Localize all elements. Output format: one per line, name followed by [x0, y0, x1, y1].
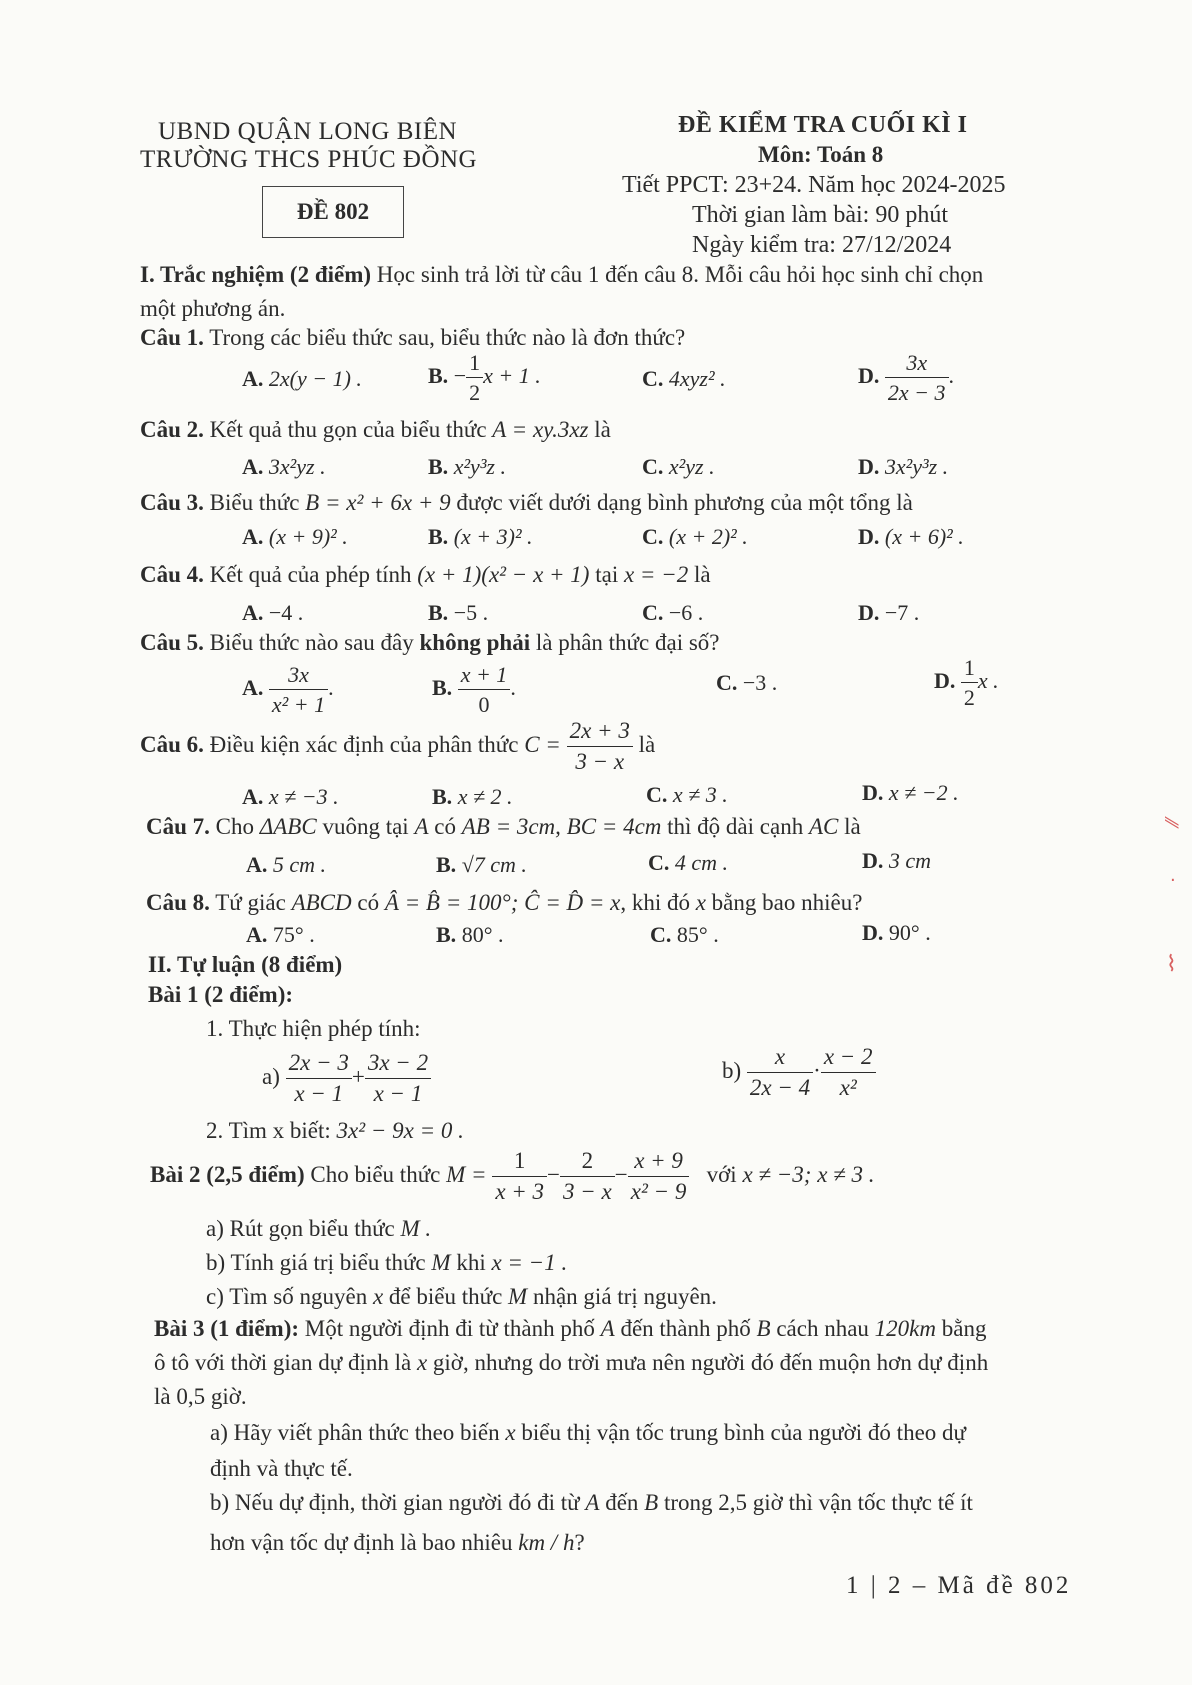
question-6: Câu 6. Điều kiện xác định của phân thức C = $\frac{2x + 3}{3 - x}$ là — [140, 718, 656, 775]
q8-option-b: B. 80° . — [436, 922, 504, 947]
q2-option-d: D. 3x²y³z . — [858, 454, 949, 479]
question-1: Câu 1. Trong các biểu thức sau, biểu thức nào là đơn thức? — [140, 325, 686, 350]
bai3-line-2: ô tô với thời gian dự định là x giờ, nhưng do trời mưa nên người đó đến muộn hơn dự định — [154, 1350, 989, 1375]
bai3-part-a-line-2: định và thực tế. — [210, 1456, 353, 1481]
part1-heading: I. Trắc nghiệm (2 điểm) — [140, 262, 372, 287]
stamp-fragment-icon: ⌇ — [1166, 952, 1177, 977]
q1-option-a: A. 2x(y − 1) . — [242, 366, 362, 391]
q3-option-c: C. (x + 2)² . — [642, 524, 748, 549]
exam-code-box: ĐỀ 802 — [262, 186, 404, 238]
bai3-line-3: là 0,5 giờ. — [154, 1384, 247, 1409]
bai2-part-b: b) Tính giá trị biểu thức M khi x = −1 . — [206, 1250, 568, 1275]
bai3-part-b-line-1: b) Nếu dự định, thời gian người đó đi từ A đến B trong 2,5 giờ thì vận tốc thực tế ít — [210, 1490, 973, 1515]
q7-option-a: A. 5 cm . — [246, 852, 327, 877]
question-8: Câu 8. Tứ giác ABCD có Â = B̂ = 100°; Ĉ = D̂ = x, khi đó x bằng bao nhiêu? — [146, 890, 863, 915]
subject: Môn: Toán 8 — [758, 142, 884, 167]
bai2-part-c: c) Tìm số nguyên x để biểu thức M nhận giá trị nguyên. — [206, 1284, 717, 1309]
question-4: Câu 4. Kết quả của phép tính (x + 1)(x² − x + 1) tại x = −2 là — [140, 562, 711, 587]
q8-option-c: C. 85° . — [650, 922, 719, 947]
q8-option-d: D. 90° . — [862, 920, 931, 945]
q7-option-d: D. 3 cm — [862, 848, 932, 873]
q6-option-a: A. x ≠ −3 . — [242, 784, 339, 809]
q1-option-b: B. − $\frac{1}{2}$ x + 1 . — [428, 350, 541, 406]
q5-option-d: D. $\frac{1}{2}$ x . — [934, 655, 999, 711]
question-7: Câu 7. Cho ΔABC vuông tại A có AB = 3cm, BC = 4cm thì độ dài cạnh AC là — [146, 814, 861, 839]
q5-option-a: A. $\frac{3x}{\text{x² + 1}}$ . — [242, 662, 334, 718]
q8-option-a: A. 75° . — [246, 922, 315, 947]
ppct-line: Tiết PPCT: 23+24. Năm học 2024-2025 — [622, 172, 1006, 198]
bai1-heading: Bài 1 (2 điểm): — [148, 982, 294, 1007]
bai1-item1: 1. Thực hiện phép tính: — [206, 1016, 421, 1041]
part1-intro-line2: một phương án. — [140, 296, 286, 321]
q6-option-c: C. x ≠ 3 . — [646, 782, 728, 807]
page-footer: 1 | 2 – Mã đề 802 — [846, 1572, 1072, 1599]
stamp-fragment-icon: · — [1170, 870, 1176, 891]
bai2-statement: Bài 2 (2,5 điểm) Cho biểu thức M = $\frac{1}{x + 3}$ − $\frac{2}{3 - x}$ − $\frac{x + 9}{\text{x² − 9}}$ với x ≠ −3; x ≠ 3 . — [150, 1148, 875, 1205]
q3-option-b: B. (x + 3)² . — [428, 524, 533, 549]
q5-option-c: C. −3 . — [716, 670, 778, 695]
part1-intro: I. Trắc nghiệm (2 điểm) Học sinh trả lời từ câu 1 đến câu 8. Mỗi câu hỏi học sinh chỉ chọn — [140, 262, 984, 287]
bai2-part-a: a) Rút gọn biểu thức M . — [206, 1216, 432, 1241]
q7-option-b: B. √7 cm . — [436, 852, 527, 877]
duration-line: Thời gian làm bài: 90 phút — [692, 202, 948, 228]
q5-option-b: B. $\frac{x + 1}{0}$ . — [432, 662, 516, 718]
q2-option-c: C. x²yz . — [642, 454, 715, 479]
q1-option-c: C. 4xyz² . — [642, 366, 726, 391]
q4-option-d: D. −7 . — [858, 600, 920, 625]
question-3: Câu 3. Biểu thức B = x² + 6x + 9 được viết dưới dạng bình phương của một tổng là — [140, 490, 913, 515]
q7-option-c: C. 4 cm . — [648, 850, 729, 875]
q2-option-b: B. x²y³z . — [428, 454, 506, 479]
question-5: Câu 5. Biểu thức nào sau đây không phải là phân thức đại số? — [140, 630, 720, 655]
stamp-fragment-icon: ⁄⁄ — [1160, 819, 1182, 826]
q3-option-d: D. (x + 6)² . — [858, 524, 964, 549]
bai3-part-a-line-1: a) Hãy viết phân thức theo biến x biểu thị vận tốc trung bình của người đó theo dự — [210, 1420, 967, 1445]
q1-option-d: D. $\frac{3x}{2x - 3}$ . — [858, 350, 955, 406]
exam-title: ĐỀ KIỂM TRA CUỐI KÌ I — [678, 112, 968, 138]
q6-option-b: B. x ≠ 2 . — [432, 784, 513, 809]
date-line: Ngày kiểm tra: 27/12/2024 — [692, 232, 952, 258]
question-2: Câu 2. Kết quả thu gọn của biểu thức A = xy.3xz là — [140, 417, 611, 442]
bai1-item2: 2. Tìm x biết: 3x² − 9x = 0 . — [206, 1118, 464, 1143]
bai1-part-a: a) $\frac{2x - 3}{x - 1}$ + $\frac{3x - 2}{x - 1}$ — [262, 1050, 431, 1108]
bai3-line-1: Bài 3 (1 điểm): Một người định đi từ thành phố A đến thành phố B cách nhau 120km bằng — [154, 1316, 987, 1341]
bai3-part-b-line-2: hơn vận tốc dự định là bao nhiêu km / h? — [210, 1530, 585, 1555]
part2-heading: II. Tự luận (8 điểm) — [148, 952, 343, 977]
q2-option-a: A. 3x²yz . — [242, 454, 326, 479]
org-line-2: TRƯỜNG THCS PHÚC ĐỒNG — [140, 146, 478, 173]
q4-option-a: A. −4 . — [242, 600, 304, 625]
bai1-part-b: b) $\frac{x}{2x - 4}$ · $\frac{x - 2}{\text{x²}}$ — [722, 1044, 876, 1102]
q4-option-c: C. −6 . — [642, 600, 704, 625]
q6-option-d: D. x ≠ −2 . — [862, 780, 959, 805]
org-line-1: UBND QUẬN LONG BIÊN — [158, 118, 458, 145]
q3-option-a: A. (x + 9)² . — [242, 524, 348, 549]
q4-option-b: B. −5 . — [428, 600, 489, 625]
